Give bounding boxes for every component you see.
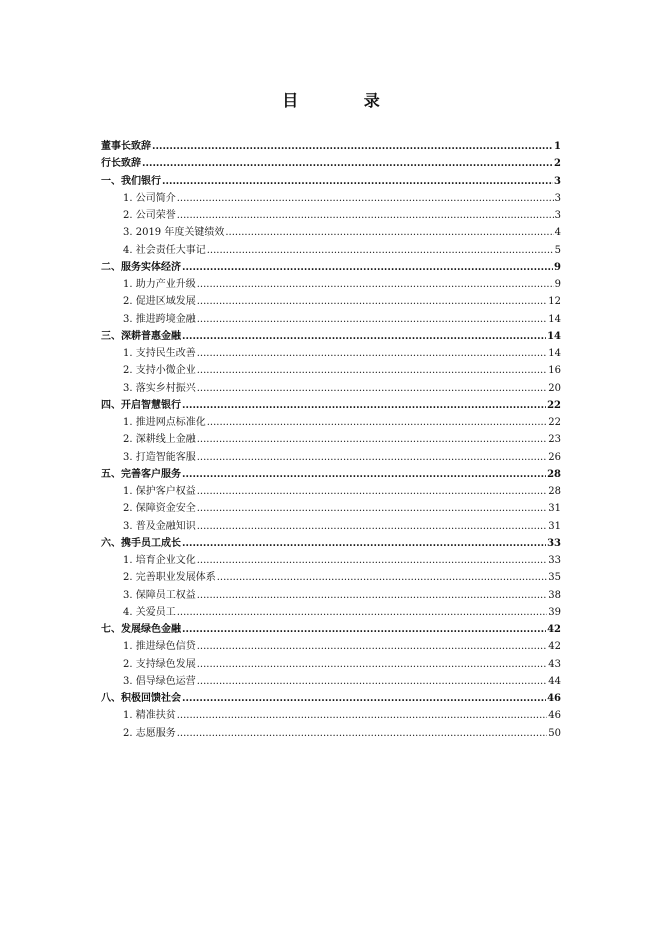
dot-leader <box>182 328 546 345</box>
toc-page-number: 44 <box>548 675 561 687</box>
toc-page-number: 46 <box>548 710 561 722</box>
dot-leader <box>197 345 548 362</box>
toc-subsection-entry[interactable] <box>101 190 561 207</box>
dot-leader <box>177 707 548 724</box>
toc-section-entry[interactable] <box>101 259 561 276</box>
toc-entry-title: 3. 落实乡村振兴 <box>123 382 196 394</box>
dot-leader <box>177 725 548 742</box>
dot-leader <box>197 638 548 655</box>
toc-page-number: 42 <box>548 641 561 653</box>
dot-leader <box>177 190 554 207</box>
toc-page-number: 20 <box>548 382 561 394</box>
toc-section-entry[interactable] <box>101 328 561 345</box>
dot-leader <box>162 173 553 190</box>
dot-leader <box>182 690 546 707</box>
toc-page-number: 2 <box>554 158 561 170</box>
dot-leader <box>197 518 548 535</box>
dot-leader <box>182 535 546 552</box>
toc-page-number: 50 <box>548 727 561 739</box>
toc-page-number: 12 <box>548 296 561 308</box>
toc-subsection-entry[interactable] <box>101 673 561 690</box>
toc-page-number: 14 <box>548 313 561 325</box>
page-title: 目 录 <box>282 91 410 110</box>
toc-subsection-entry[interactable] <box>101 362 561 379</box>
toc-subsection-entry[interactable] <box>101 656 561 673</box>
toc-page-number: 43 <box>548 658 561 670</box>
toc-entry-title: 1. 助力产业升级 <box>123 279 196 290</box>
dot-leader <box>197 449 548 466</box>
toc-page-number: 33 <box>547 537 561 549</box>
toc-entry-title: 3. 打造智能客服 <box>123 451 196 463</box>
dot-leader <box>197 276 554 293</box>
toc-page-number: 3 <box>554 210 561 221</box>
toc-entry-title: 2. 志愿服务 <box>123 727 176 739</box>
toc-page-number: 14 <box>548 348 561 359</box>
toc-subsection-entry[interactable] <box>101 725 561 742</box>
toc-page-number: 14 <box>547 330 561 342</box>
toc-entry-title: 2. 公司荣誉 <box>123 210 176 221</box>
toc-entry-title: 2. 支持绿色发展 <box>123 658 196 670</box>
toc-subsection-entry[interactable] <box>101 500 561 517</box>
toc-entry-title: 2. 深耕线上金融 <box>123 434 196 446</box>
toc-page-number: 31 <box>548 503 561 515</box>
toc-page-number: 42 <box>547 624 561 635</box>
toc-subsection-entry[interactable] <box>101 276 561 293</box>
toc-entry-title: 3. 推进跨境金融 <box>123 313 196 325</box>
toc-entry-title: 1. 推进网点标准化 <box>123 417 206 428</box>
toc-entry-title: 三、深耕普惠金融 <box>101 330 181 342</box>
toc-entry-title: 3. 倡导绿色运营 <box>123 675 196 687</box>
toc-subsection-entry[interactable] <box>101 552 561 569</box>
dot-leader <box>197 656 548 673</box>
toc-page-number: 16 <box>548 365 561 377</box>
dot-leader <box>197 311 548 328</box>
dot-leader <box>207 414 548 431</box>
toc-page-number: 3 <box>554 175 561 187</box>
toc-section-entry[interactable] <box>101 155 561 172</box>
toc-page-number: 35 <box>548 572 561 584</box>
toc-entry-title: 六、携手员工成长 <box>101 537 181 549</box>
dot-leader <box>182 259 553 276</box>
toc-page-number: 4 <box>554 227 561 239</box>
dot-leader <box>197 673 548 690</box>
toc-subsection-entry[interactable] <box>101 604 561 621</box>
toc-subsection-entry[interactable] <box>101 638 561 655</box>
dot-leader <box>197 552 548 569</box>
toc-section-entry[interactable] <box>101 621 561 638</box>
toc-subsection-entry[interactable] <box>101 207 561 224</box>
dot-leader <box>197 500 548 517</box>
toc-page-number: 39 <box>548 606 561 618</box>
dot-leader <box>197 362 548 379</box>
toc-subsection-entry[interactable] <box>101 414 561 431</box>
dot-leader <box>197 483 548 500</box>
toc-page-number: 28 <box>547 468 561 480</box>
toc-entry-title: 八、积极回馈社会 <box>101 693 181 704</box>
toc-subsection-entry[interactable] <box>101 380 561 397</box>
toc-entry-title: 四、开启智慧银行 <box>101 399 181 411</box>
toc-entry-title: 1. 培育企业文化 <box>123 555 196 566</box>
toc-section-entry[interactable] <box>101 173 561 190</box>
toc-subsection-entry[interactable] <box>101 242 561 259</box>
toc-entry-title: 1. 保护客户权益 <box>123 486 196 497</box>
toc-page-number: 46 <box>547 693 561 704</box>
toc-entry-title: 行长致辞 <box>101 158 141 170</box>
toc-entry-title: 二、服务实体经济 <box>101 261 181 273</box>
toc-page-number: 31 <box>548 520 561 532</box>
toc-entry-title: 2. 促进区域发展 <box>123 296 196 308</box>
toc-entry-title: 1. 精准扶贫 <box>123 710 176 722</box>
toc-section-entry[interactable] <box>101 138 561 155</box>
toc-entry-title: 1. 支持民生改善 <box>123 348 196 359</box>
toc-page-number: 22 <box>548 417 561 428</box>
toc-subsection-entry[interactable] <box>101 311 561 328</box>
toc-subsection-entry[interactable] <box>101 483 561 500</box>
dot-leader <box>182 621 546 638</box>
toc-entry-title: 3. 2019 年度关键绩效 <box>123 227 225 239</box>
toc-section-entry[interactable] <box>101 690 561 707</box>
toc-entry-title: 2. 支持小微企业 <box>123 365 196 377</box>
toc-entry-title: 4. 社会责任大事记 <box>123 244 206 256</box>
dot-leader <box>207 242 554 259</box>
toc-page-number: 26 <box>548 451 561 463</box>
dot-leader <box>197 293 548 310</box>
dot-leader <box>197 587 548 604</box>
toc-page-number: 28 <box>548 486 561 497</box>
toc-section-entry[interactable] <box>101 397 561 414</box>
toc-entry-title: 4. 关爱员工 <box>123 606 176 618</box>
toc-entry-title: 3. 普及金融知识 <box>123 520 196 532</box>
dot-leader <box>177 207 554 224</box>
toc-entry-title: 一、我们银行 <box>101 175 161 187</box>
toc-subsection-entry[interactable] <box>101 707 561 724</box>
toc-entry-title: 五、完善客户服务 <box>101 468 181 480</box>
table-of-contents <box>101 138 561 742</box>
toc-page-number: 9 <box>554 261 561 273</box>
toc-page-number: 23 <box>548 434 561 446</box>
toc-entry-title: 1. 公司简介 <box>123 192 176 204</box>
toc-page-number: 9 <box>554 279 561 290</box>
toc-entry-title: 3. 保障员工权益 <box>123 589 196 601</box>
dot-leader <box>217 569 548 586</box>
toc-section-entry[interactable] <box>101 535 561 552</box>
toc-page-number: 33 <box>548 555 561 566</box>
toc-entry-title: 2. 保障资金安全 <box>123 503 196 515</box>
toc-subsection-entry[interactable] <box>101 587 561 604</box>
toc-subsection-entry[interactable] <box>101 569 561 586</box>
toc-section-entry[interactable] <box>101 466 561 483</box>
toc-page-number: 3 <box>554 192 561 204</box>
dot-leader <box>197 380 548 397</box>
dot-leader <box>225 224 553 241</box>
toc-subsection-entry[interactable] <box>101 224 561 241</box>
dot-leader <box>142 155 553 172</box>
toc-page-number: 22 <box>547 399 561 411</box>
toc-entry-title: 董事长致辞 <box>101 141 151 152</box>
toc-entry-title: 1. 推进绿色信贷 <box>123 641 196 653</box>
toc-page-number: 5 <box>554 244 561 256</box>
dot-leader <box>152 138 553 155</box>
toc-entry-title: 七、发展绿色金融 <box>101 624 181 635</box>
toc-page-number: 38 <box>548 589 561 601</box>
toc-subsection-entry[interactable] <box>101 293 561 310</box>
toc-subsection-entry[interactable] <box>101 449 561 466</box>
dot-leader <box>182 466 546 483</box>
dot-leader <box>197 431 548 448</box>
dot-leader <box>182 397 546 414</box>
toc-subsection-entry[interactable] <box>101 518 561 535</box>
dot-leader <box>177 604 548 621</box>
toc-entry-title: 2. 完善职业发展体系 <box>123 572 216 584</box>
toc-page-number: 1 <box>554 141 561 152</box>
toc-subsection-entry[interactable] <box>101 431 561 448</box>
toc-subsection-entry[interactable] <box>101 345 561 362</box>
